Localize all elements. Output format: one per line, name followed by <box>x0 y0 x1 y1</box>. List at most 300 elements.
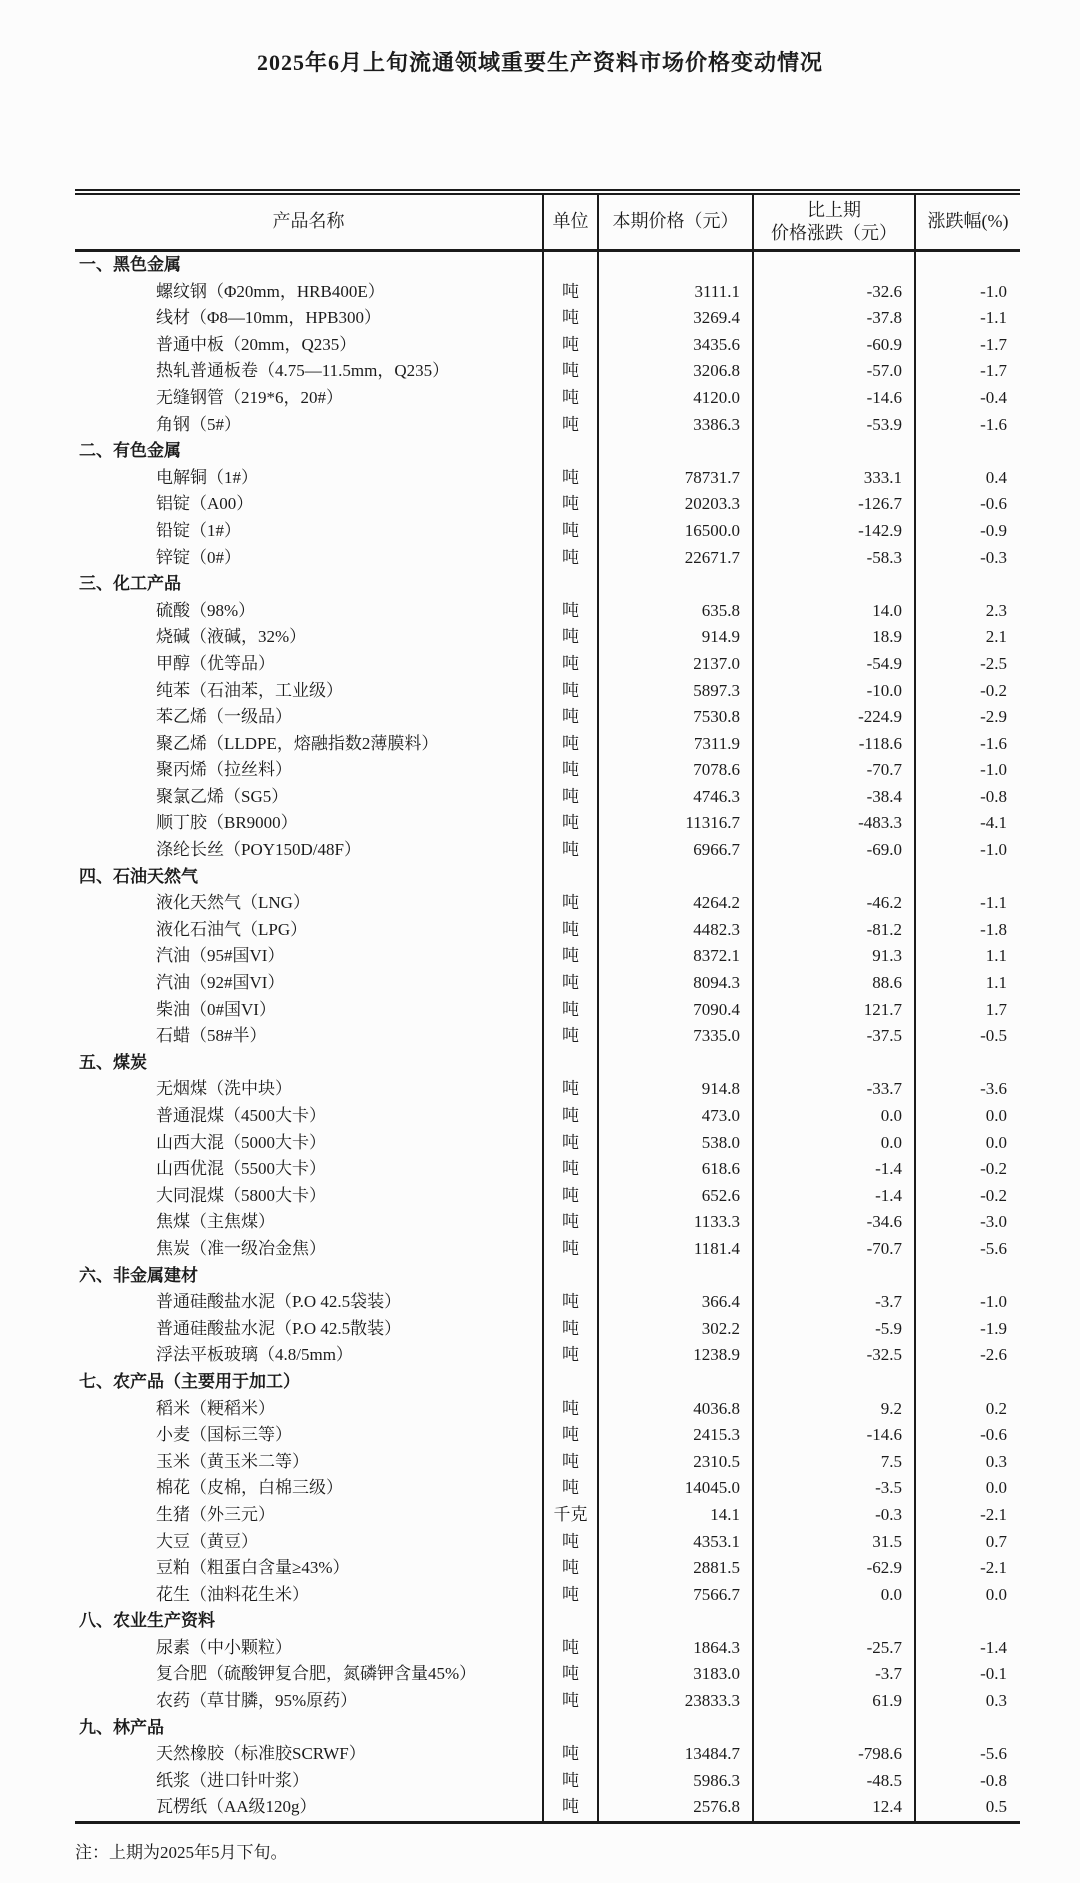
product-name-cell: 普通硅酸盐水泥（P.O 42.5散装） <box>156 1318 402 1338</box>
product-row <box>75 784 1020 811</box>
price-change-cell: 121.7 <box>753 997 915 1024</box>
current-price-cell: 1238.9 <box>598 1342 753 1369</box>
change-pct-cell: -0.3 <box>915 545 1020 572</box>
section-label: 一、黑色金属 <box>79 255 181 274</box>
change-pct-cell: -1.1 <box>915 305 1020 332</box>
col-header-pct <box>915 192 1020 251</box>
empty-unit-cell <box>543 1369 598 1396</box>
change-pct-cell: -1.4 <box>915 1635 1020 1662</box>
product-row <box>75 1555 1020 1582</box>
product-name-cell: 浮法平板玻璃（4.8/5mm） <box>156 1345 353 1365</box>
unit-cell: 吨 <box>543 837 598 864</box>
section-row <box>75 1715 1020 1742</box>
price-change-cell: -483.3 <box>753 810 915 837</box>
empty-pct-cell <box>915 1263 1020 1290</box>
product-row <box>75 1289 1020 1316</box>
empty-pct-cell <box>915 1369 1020 1396</box>
product-name-cell: 大豆（黄豆） <box>156 1531 258 1551</box>
section-label: 四、石油天然气 <box>79 866 198 886</box>
change-pct-cell: -1.0 <box>915 757 1020 784</box>
product-row <box>75 1342 1020 1369</box>
change-pct-cell: -0.6 <box>915 1422 1020 1449</box>
current-price-cell: 3183.0 <box>598 1661 753 1688</box>
section-row <box>75 1608 1020 1635</box>
empty-change-cell <box>753 438 915 465</box>
section-row <box>75 1050 1020 1077</box>
product-row <box>75 1502 1020 1529</box>
unit-cell: 吨 <box>543 1076 598 1103</box>
empty-change-cell <box>753 1050 915 1077</box>
current-price-cell: 7311.9 <box>598 731 753 758</box>
product-name-cell: 焦煤（主焦煤） <box>156 1212 275 1232</box>
current-price-cell: 4264.2 <box>598 890 753 917</box>
current-price-cell: 473.0 <box>598 1103 753 1130</box>
col-header-product-label: 产品名称 <box>272 211 345 232</box>
product-name-cell: 山西优混（5500大卡） <box>156 1159 326 1179</box>
product-row <box>75 917 1020 944</box>
price-change-cell: 333.1 <box>753 465 915 492</box>
section-row <box>75 571 1020 598</box>
product-name-cell: 聚丙烯（拉丝料） <box>156 760 292 780</box>
col-header-unit-label: 单位 <box>552 211 589 232</box>
change-pct-cell: -4.1 <box>915 810 1020 837</box>
empty-unit-cell <box>543 1050 598 1077</box>
product-name-cell: 天然橡胶（标准胶SCRWF） <box>156 1744 366 1764</box>
price-change-cell: -62.9 <box>753 1555 915 1582</box>
product-row <box>75 997 1020 1024</box>
current-price-cell: 5986.3 <box>598 1768 753 1795</box>
unit-cell: 吨 <box>543 624 598 651</box>
empty-price-cell <box>598 438 753 465</box>
empty-pct-cell <box>915 864 1020 891</box>
price-change-cell: 18.9 <box>753 624 915 651</box>
change-pct-cell: 0.5 <box>915 1794 1020 1822</box>
change-pct-cell: 2.1 <box>915 624 1020 651</box>
change-pct-cell: -0.8 <box>915 784 1020 811</box>
product-name-cell: 稻米（粳稻米） <box>156 1398 275 1418</box>
product-name-cell: 甲醇（优等品） <box>156 653 275 673</box>
change-pct-cell: -3.0 <box>915 1209 1020 1236</box>
product-name-cell: 顺丁胶（BR9000） <box>156 813 298 833</box>
product-name-cell: 普通中板（20mm，Q235） <box>156 334 357 354</box>
section-label: 二、有色金属 <box>79 441 181 461</box>
unit-cell: 吨 <box>543 412 598 439</box>
current-price-cell: 3269.4 <box>598 305 753 332</box>
empty-price-cell <box>598 1715 753 1742</box>
product-name-cell: 玉米（黄玉米二等） <box>156 1451 309 1471</box>
current-price-cell: 4120.0 <box>598 385 753 412</box>
current-price-cell: 3435.6 <box>598 332 753 359</box>
product-row <box>75 1236 1020 1263</box>
change-pct-cell: -0.4 <box>915 385 1020 412</box>
product-row <box>75 1422 1020 1449</box>
product-row <box>75 1582 1020 1609</box>
price-change-cell: -14.6 <box>753 1422 915 1449</box>
empty-price-cell <box>598 1050 753 1077</box>
current-price-cell: 22671.7 <box>598 545 753 572</box>
product-row <box>75 624 1020 651</box>
col-header-product <box>75 192 543 251</box>
current-price-cell: 13484.7 <box>598 1741 753 1768</box>
current-price-cell: 7078.6 <box>598 757 753 784</box>
change-pct-cell: 0.0 <box>915 1103 1020 1130</box>
empty-change-cell <box>753 251 915 279</box>
current-price-cell: 6966.7 <box>598 837 753 864</box>
unit-cell: 吨 <box>543 1289 598 1316</box>
product-row <box>75 970 1020 997</box>
product-name-cell: 烧碱（液碱，32%） <box>156 627 307 647</box>
product-row <box>75 1130 1020 1157</box>
unit-cell: 吨 <box>543 1103 598 1130</box>
unit-cell: 吨 <box>543 598 598 625</box>
change-pct-cell: -3.6 <box>915 1076 1020 1103</box>
current-price-cell: 652.6 <box>598 1183 753 1210</box>
change-pct-cell: -1.0 <box>915 837 1020 864</box>
product-row <box>75 1661 1020 1688</box>
price-change-cell: -70.7 <box>753 1236 915 1263</box>
col-header-change-line2: 价格涨跌（元） <box>771 223 897 243</box>
section-label: 七、农产品（主要用于加工） <box>79 1371 300 1391</box>
current-price-cell: 7090.4 <box>598 997 753 1024</box>
current-price-cell: 2415.3 <box>598 1422 753 1449</box>
current-price-cell: 14045.0 <box>598 1475 753 1502</box>
empty-price-cell <box>598 1369 753 1396</box>
change-pct-cell: -0.6 <box>915 491 1020 518</box>
empty-price-cell <box>598 251 753 279</box>
price-change-cell: -37.5 <box>753 1023 915 1050</box>
change-pct-cell: 0.0 <box>915 1582 1020 1609</box>
current-price-cell: 914.9 <box>598 624 753 651</box>
product-name-cell: 电解铜（1#） <box>156 467 258 487</box>
unit-cell: 吨 <box>543 1449 598 1476</box>
empty-pct-cell <box>915 438 1020 465</box>
change-pct-cell: -1.6 <box>915 731 1020 758</box>
price-change-cell: 9.2 <box>753 1396 915 1423</box>
change-pct-cell: -1.1 <box>915 890 1020 917</box>
change-pct-cell: -1.7 <box>915 332 1020 359</box>
current-price-cell: 8372.1 <box>598 943 753 970</box>
section-row <box>75 1263 1020 1290</box>
price-change-cell: -34.6 <box>753 1209 915 1236</box>
price-change-cell: -25.7 <box>753 1635 915 1662</box>
price-change-cell: 31.5 <box>753 1529 915 1556</box>
product-row <box>75 1183 1020 1210</box>
unit-cell: 吨 <box>543 385 598 412</box>
section-row <box>75 864 1020 891</box>
product-row <box>75 491 1020 518</box>
empty-unit-cell <box>543 251 598 279</box>
col-header-price <box>598 192 753 251</box>
current-price-cell: 1864.3 <box>598 1635 753 1662</box>
current-price-cell: 635.8 <box>598 598 753 625</box>
current-price-cell: 7335.0 <box>598 1023 753 1050</box>
product-row <box>75 1794 1020 1822</box>
product-name-cell: 聚乙烯（LLDPE，熔融指数2薄膜料） <box>156 733 439 753</box>
unit-cell: 吨 <box>543 1422 598 1449</box>
product-name-cell: 液化天然气（LNG） <box>156 893 310 913</box>
unit-cell: 吨 <box>543 1555 598 1582</box>
unit-cell: 吨 <box>543 917 598 944</box>
price-change-cell: 14.0 <box>753 598 915 625</box>
product-name-cell: 柴油（0#国VI） <box>156 999 276 1019</box>
change-pct-cell: -0.2 <box>915 678 1020 705</box>
price-change-cell: -32.5 <box>753 1342 915 1369</box>
product-name-cell: 山西大混（5000大卡） <box>156 1132 326 1152</box>
current-price-cell: 1181.4 <box>598 1236 753 1263</box>
unit-cell: 吨 <box>543 1582 598 1609</box>
change-pct-cell: 2.3 <box>915 598 1020 625</box>
col-header-unit <box>543 192 598 251</box>
price-change-cell: -224.9 <box>753 704 915 731</box>
unit-cell: 吨 <box>543 1741 598 1768</box>
product-name-cell: 大同混煤（5800大卡） <box>156 1185 326 1205</box>
current-price-cell: 2310.5 <box>598 1449 753 1476</box>
unit-cell: 吨 <box>543 1183 598 1210</box>
change-pct-cell: -1.0 <box>915 279 1020 306</box>
product-row <box>75 1103 1020 1130</box>
change-pct-cell: -0.1 <box>915 1661 1020 1688</box>
product-name-cell: 涤纶长丝（POY150D/48F） <box>156 840 361 860</box>
product-row <box>75 545 1020 572</box>
change-pct-cell: 0.3 <box>915 1688 1020 1715</box>
product-row <box>75 1396 1020 1423</box>
unit-cell: 吨 <box>543 1316 598 1343</box>
empty-unit-cell <box>543 571 598 598</box>
empty-unit-cell <box>543 1263 598 1290</box>
product-name-cell: 铝锭（A00） <box>156 494 254 514</box>
empty-price-cell <box>598 1608 753 1635</box>
unit-cell: 吨 <box>543 305 598 332</box>
change-pct-cell: -0.8 <box>915 1768 1020 1795</box>
price-change-cell: -54.9 <box>753 651 915 678</box>
price-change-cell: -118.6 <box>753 731 915 758</box>
unit-cell: 吨 <box>543 358 598 385</box>
empty-price-cell <box>598 571 753 598</box>
unit-cell: 吨 <box>543 678 598 705</box>
unit-cell: 吨 <box>543 704 598 731</box>
unit-cell: 吨 <box>543 1342 598 1369</box>
product-row <box>75 890 1020 917</box>
product-name-cell: 花生（油料花生米） <box>156 1584 309 1604</box>
product-row <box>75 943 1020 970</box>
product-row <box>75 1529 1020 1556</box>
section-row <box>75 438 1020 465</box>
table-header-row <box>75 192 1020 251</box>
unit-cell: 吨 <box>543 1475 598 1502</box>
unit-cell: 吨 <box>543 970 598 997</box>
current-price-cell: 78731.7 <box>598 465 753 492</box>
price-change-cell: 88.6 <box>753 970 915 997</box>
unit-cell: 吨 <box>543 518 598 545</box>
empty-pct-cell <box>915 1050 1020 1077</box>
product-name-cell: 锌锭（0#） <box>156 547 241 567</box>
change-pct-cell: -0.5 <box>915 1023 1020 1050</box>
product-name-cell: 焦炭（准一级冶金焦） <box>156 1238 326 1258</box>
unit-cell: 吨 <box>543 943 598 970</box>
price-change-cell: -1.4 <box>753 1156 915 1183</box>
price-change-cell: 0.0 <box>753 1103 915 1130</box>
change-pct-cell: 1.1 <box>915 970 1020 997</box>
current-price-cell: 23833.3 <box>598 1688 753 1715</box>
price-change-cell: -14.6 <box>753 385 915 412</box>
price-change-cell: -37.8 <box>753 305 915 332</box>
product-row <box>75 704 1020 731</box>
empty-change-cell <box>753 1369 915 1396</box>
empty-unit-cell <box>543 438 598 465</box>
unit-cell: 吨 <box>543 1529 598 1556</box>
product-name-cell: 普通硅酸盐水泥（P.O 42.5袋装） <box>156 1292 402 1312</box>
product-name-cell: 石蜡（58#半） <box>156 1026 267 1046</box>
empty-unit-cell <box>543 864 598 891</box>
col-header-price-label: 本期价格（元） <box>612 211 739 232</box>
current-price-cell: 11316.7 <box>598 810 753 837</box>
price-change-cell: -1.4 <box>753 1183 915 1210</box>
change-pct-cell: -2.9 <box>915 704 1020 731</box>
product-name-cell: 苯乙烯（一级品） <box>156 707 292 727</box>
price-change-cell: 0.0 <box>753 1582 915 1609</box>
change-pct-cell: -5.6 <box>915 1236 1020 1263</box>
product-row <box>75 651 1020 678</box>
product-row <box>75 1768 1020 1795</box>
product-row <box>75 1635 1020 1662</box>
price-change-cell: -3.7 <box>753 1289 915 1316</box>
change-pct-cell: -0.9 <box>915 518 1020 545</box>
unit-cell: 吨 <box>543 1661 598 1688</box>
unit-cell: 吨 <box>543 810 598 837</box>
unit-cell: 吨 <box>543 784 598 811</box>
price-change-cell: -3.7 <box>753 1661 915 1688</box>
product-name-cell: 棉花（皮棉，白棉三级） <box>156 1478 343 1498</box>
current-price-cell: 4746.3 <box>598 784 753 811</box>
change-pct-cell: 0.3 <box>915 1449 1020 1476</box>
product-row <box>75 1076 1020 1103</box>
section-label: 八、农业生产资料 <box>79 1611 215 1631</box>
current-price-cell: 5897.3 <box>598 678 753 705</box>
product-row <box>75 1023 1020 1050</box>
unit-cell: 吨 <box>543 1156 598 1183</box>
empty-pct-cell <box>915 1715 1020 1742</box>
product-name-cell: 无烟煤（洗中块） <box>156 1079 292 1099</box>
product-name-cell: 纸浆（进口针叶浆） <box>156 1770 309 1790</box>
current-price-cell: 7566.7 <box>598 1582 753 1609</box>
price-change-cell: -10.0 <box>753 678 915 705</box>
empty-pct-cell <box>915 251 1020 279</box>
empty-change-cell <box>753 864 915 891</box>
price-change-cell: -48.5 <box>753 1768 915 1795</box>
unit-cell: 吨 <box>543 890 598 917</box>
unit-cell: 吨 <box>543 1768 598 1795</box>
change-pct-cell: 0.7 <box>915 1529 1020 1556</box>
current-price-cell: 366.4 <box>598 1289 753 1316</box>
product-row <box>75 279 1020 306</box>
change-pct-cell: -5.6 <box>915 1741 1020 1768</box>
product-row <box>75 731 1020 758</box>
price-change-cell: -70.7 <box>753 757 915 784</box>
unit-cell: 吨 <box>543 279 598 306</box>
product-name-cell: 豆粕（粗蛋白含量≥43%） <box>156 1558 350 1578</box>
current-price-cell: 4482.3 <box>598 917 753 944</box>
product-row <box>75 1316 1020 1343</box>
price-change-cell: 7.5 <box>753 1449 915 1476</box>
unit-cell: 吨 <box>543 997 598 1024</box>
change-pct-cell: -1.9 <box>915 1316 1020 1343</box>
product-row <box>75 1688 1020 1715</box>
current-price-cell: 4353.1 <box>598 1529 753 1556</box>
unit-cell: 吨 <box>543 757 598 784</box>
price-change-cell: -60.9 <box>753 332 915 359</box>
product-name-cell: 瓦楞纸（AA级120g） <box>156 1797 317 1817</box>
col-header-pct-label: 涨跌幅(%) <box>927 211 1009 232</box>
price-change-cell: -3.5 <box>753 1475 915 1502</box>
change-pct-cell: -1.8 <box>915 917 1020 944</box>
product-row <box>75 1741 1020 1768</box>
col-header-change <box>753 192 915 251</box>
current-price-cell: 20203.3 <box>598 491 753 518</box>
product-name-cell: 无缝钢管（219*6，20#） <box>156 387 343 407</box>
section-label: 三、化工产品 <box>79 574 181 594</box>
empty-change-cell <box>753 571 915 598</box>
current-price-cell: 14.1 <box>598 1502 753 1529</box>
product-row <box>75 332 1020 359</box>
current-price-cell: 302.2 <box>598 1316 753 1343</box>
product-name-cell: 汽油（92#国VI） <box>156 973 285 993</box>
current-price-cell: 914.8 <box>598 1076 753 1103</box>
unit-cell: 吨 <box>543 491 598 518</box>
page-title: 2025年6月上旬流通领域重要生产资料市场价格变动情况 <box>256 50 823 75</box>
change-pct-cell: 0.0 <box>915 1475 1020 1502</box>
unit-cell: 吨 <box>543 1130 598 1157</box>
price-change-cell: -46.2 <box>753 890 915 917</box>
price-change-cell: -38.4 <box>753 784 915 811</box>
product-name-cell: 铅锭（1#） <box>156 520 241 540</box>
section-row <box>75 251 1020 279</box>
change-pct-cell: 0.0 <box>915 1130 1020 1157</box>
current-price-cell: 1133.3 <box>598 1209 753 1236</box>
change-pct-cell: -0.2 <box>915 1183 1020 1210</box>
empty-price-cell <box>598 864 753 891</box>
price-table <box>75 189 1020 1824</box>
current-price-cell: 538.0 <box>598 1130 753 1157</box>
empty-unit-cell <box>543 1715 598 1742</box>
change-pct-cell: -1.6 <box>915 412 1020 439</box>
current-price-cell: 4036.8 <box>598 1396 753 1423</box>
empty-change-cell <box>753 1608 915 1635</box>
price-change-cell: -33.7 <box>753 1076 915 1103</box>
current-price-cell: 618.6 <box>598 1156 753 1183</box>
unit-cell: 吨 <box>543 332 598 359</box>
price-change-cell: -58.3 <box>753 545 915 572</box>
current-price-cell: 16500.0 <box>598 518 753 545</box>
unit-cell: 吨 <box>543 1209 598 1236</box>
current-price-cell: 3111.1 <box>598 279 753 306</box>
product-row <box>75 757 1020 784</box>
product-name-cell: 液化石油气（LPG） <box>156 919 308 939</box>
product-name-cell: 聚氯乙烯（SG5） <box>156 786 289 806</box>
change-pct-cell: -0.2 <box>915 1156 1020 1183</box>
price-change-cell: -126.7 <box>753 491 915 518</box>
change-pct-cell: 0.4 <box>915 465 1020 492</box>
change-pct-cell: -2.5 <box>915 651 1020 678</box>
change-pct-cell: 1.1 <box>915 943 1020 970</box>
change-pct-cell: 1.7 <box>915 997 1020 1024</box>
product-row <box>75 465 1020 492</box>
section-label: 九、林产品 <box>79 1717 164 1737</box>
price-change-cell: -32.6 <box>753 279 915 306</box>
product-name-cell: 小麦（国标三等） <box>156 1425 292 1445</box>
product-row <box>75 678 1020 705</box>
current-price-cell: 3386.3 <box>598 412 753 439</box>
current-price-cell: 2576.8 <box>598 1794 753 1822</box>
